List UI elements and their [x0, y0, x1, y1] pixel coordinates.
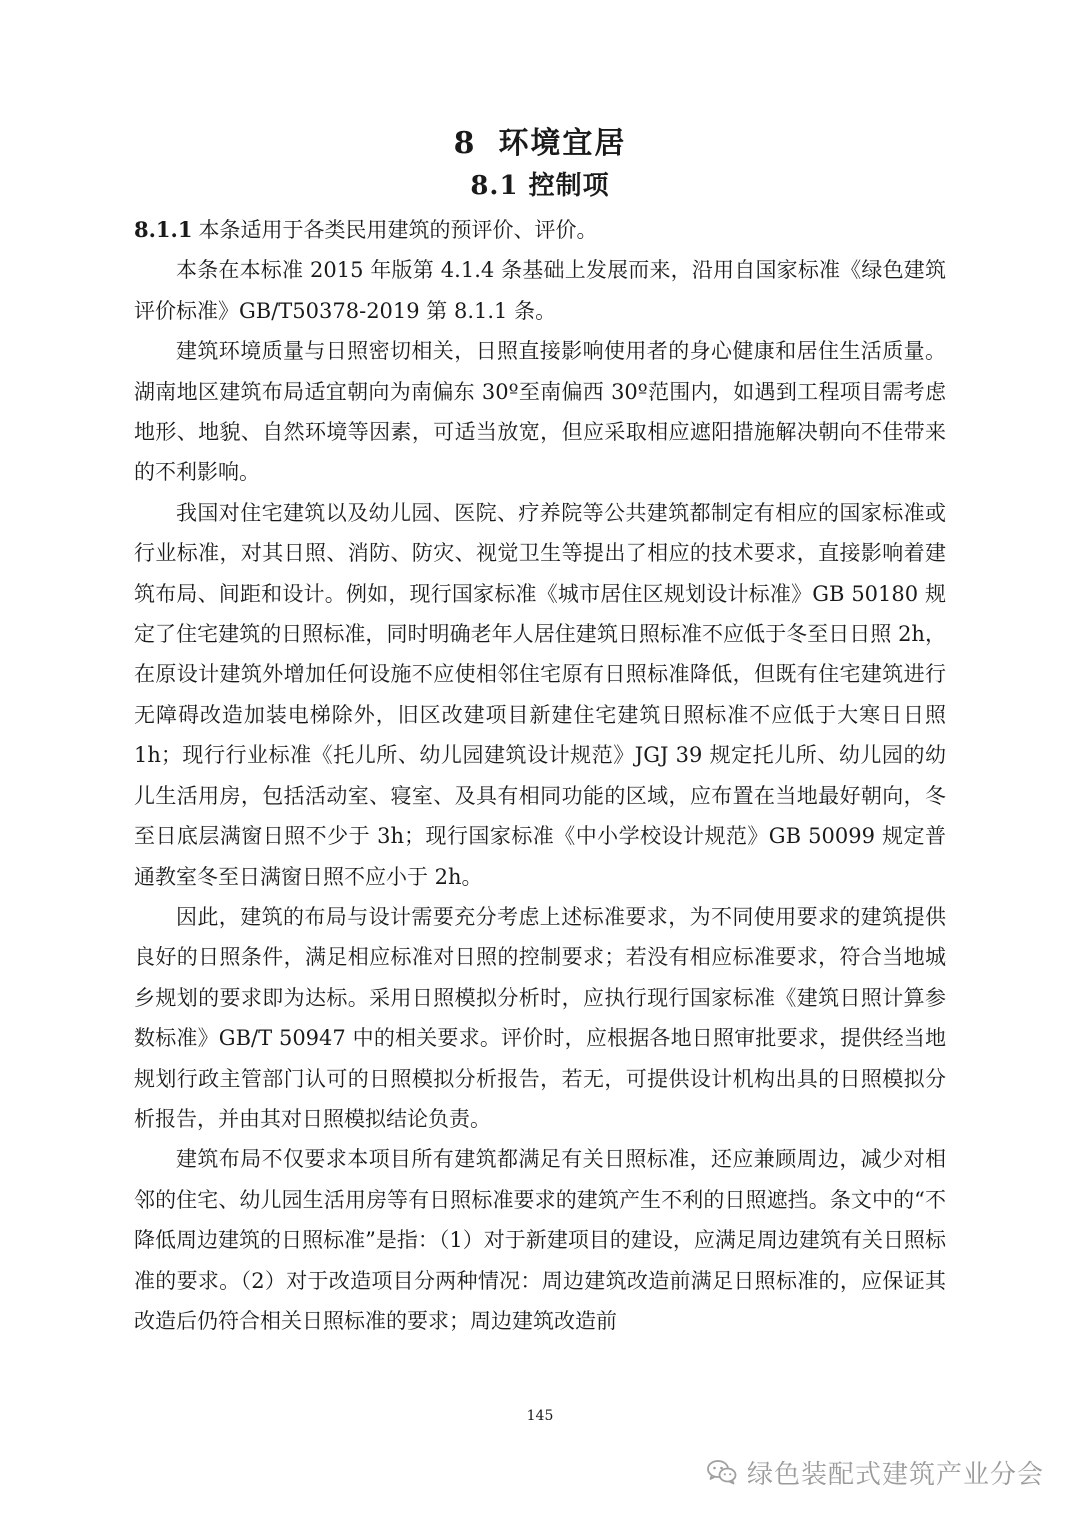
paragraph-surroundings: 建筑布局不仅要求本项目所有建筑都满足有关日照标准，还应兼顾周边，减少对相邻的住宅、幼儿园生活用房等有日照标准要求的建筑产生不利的日照遮挡。条文中的“不降低周边建筑的日照标准”是指：（1）对于新建项目的建设，应满足周边建筑有关日照标准的要求。（2）对于改造项目分两种情况：周边建筑改造前满足日照标准的，应保证其改造后仍符合相关日照标准的要求；周边建筑改造前	[134, 1147, 946, 1333]
paragraph-orientation: 建筑环境质量与日照密切相关，日照直接影响使用者的身心健康和居住生活质量。湖南地区建筑布局适宜朝向为南偏东 30º至南偏西 30º范围内，如遇到工程项目需考虑地形、地貌、自然环境等因素，可适当放宽，但应采取相应遮阳措施解决朝向不佳带来的不利影响。	[134, 339, 946, 485]
watermark	[707, 1452, 1044, 1492]
chapter-title: 环境宜居	[498, 126, 627, 161]
watermark-text: 绿色装配式建筑产业分会	[746, 1459, 1044, 1490]
paragraph-standards: 我国对住宅建筑以及幼儿园、医院、疗养院等公共建筑都制定有相应的国家标准或行业标准，对其日照、消防、防灾、视觉卫生等提出了相应的技术要求，直接影响着建筑布局、间距和设计。例如，现行国家标准《城市居住区规划设计标准》GB 50180 规定了住宅建筑的日照标准，同时明确老年人居住建筑日照标准不应低于冬至日日照 2h，在原设计建筑外增加任何设施不应使相邻住宅原有日照标准降低，但既有住宅建筑进行无障碍改造加装电梯除外，旧区改建项目新建住宅建筑日照标准不应低于大寒日日照 1h；现行行业标准《托儿所、幼儿园建筑设计规范》JGJ 39 规定托儿所、幼儿园的幼儿生活用房，包括活动室、寝室、及具有相同功能的区域，应布置在当地最好朝向，冬至日底层满窗日照不少于 3h；现行国家标准《中小学校设计规范》GB 50099 规定普通教室冬至日满窗日照不应小于 2h。	[134, 500, 946, 889]
clause-paragraph	[134, 210, 946, 250]
wechat-icon	[707, 1459, 737, 1485]
section-heading: 8.1 控制项	[470, 171, 610, 201]
page-number: 145	[526, 1408, 554, 1424]
document-body	[134, 210, 946, 1341]
paragraph-evaluation: 因此，建筑的布局与设计需要充分考虑上述标准要求，为不同使用要求的建筑提供良好的日照条件，满足相应标准对日照的控制要求；若没有相应标准要求，符合当地城乡规划的要求即为达标。采用日照模拟分析时，应执行现行国家标准《建筑日照计算参数标准》GB/T 50947 中的相关要求。评价时，应根据各地日照审批要求，提供经当地规划行政主管部门认可的日照模拟分析报告，若无，可提供设计机构出具的日照模拟分析报告，并由其对日照模拟结论负责。	[134, 904, 946, 1131]
clause-text: 本条适用于各类民用建筑的预评价、评价。	[198, 218, 598, 242]
paragraph-origin: 本条在本标准 2015 年版第 4.1.4 条基础上发展而来，沿用自国家标准《绿色建筑评价标准》GB/T50378-2019 第 8.1.1 条。	[134, 258, 946, 323]
chapter-heading	[0, 122, 1080, 166]
clause-number: 8.1.1	[134, 217, 193, 242]
chapter-number: 8	[453, 126, 477, 161]
